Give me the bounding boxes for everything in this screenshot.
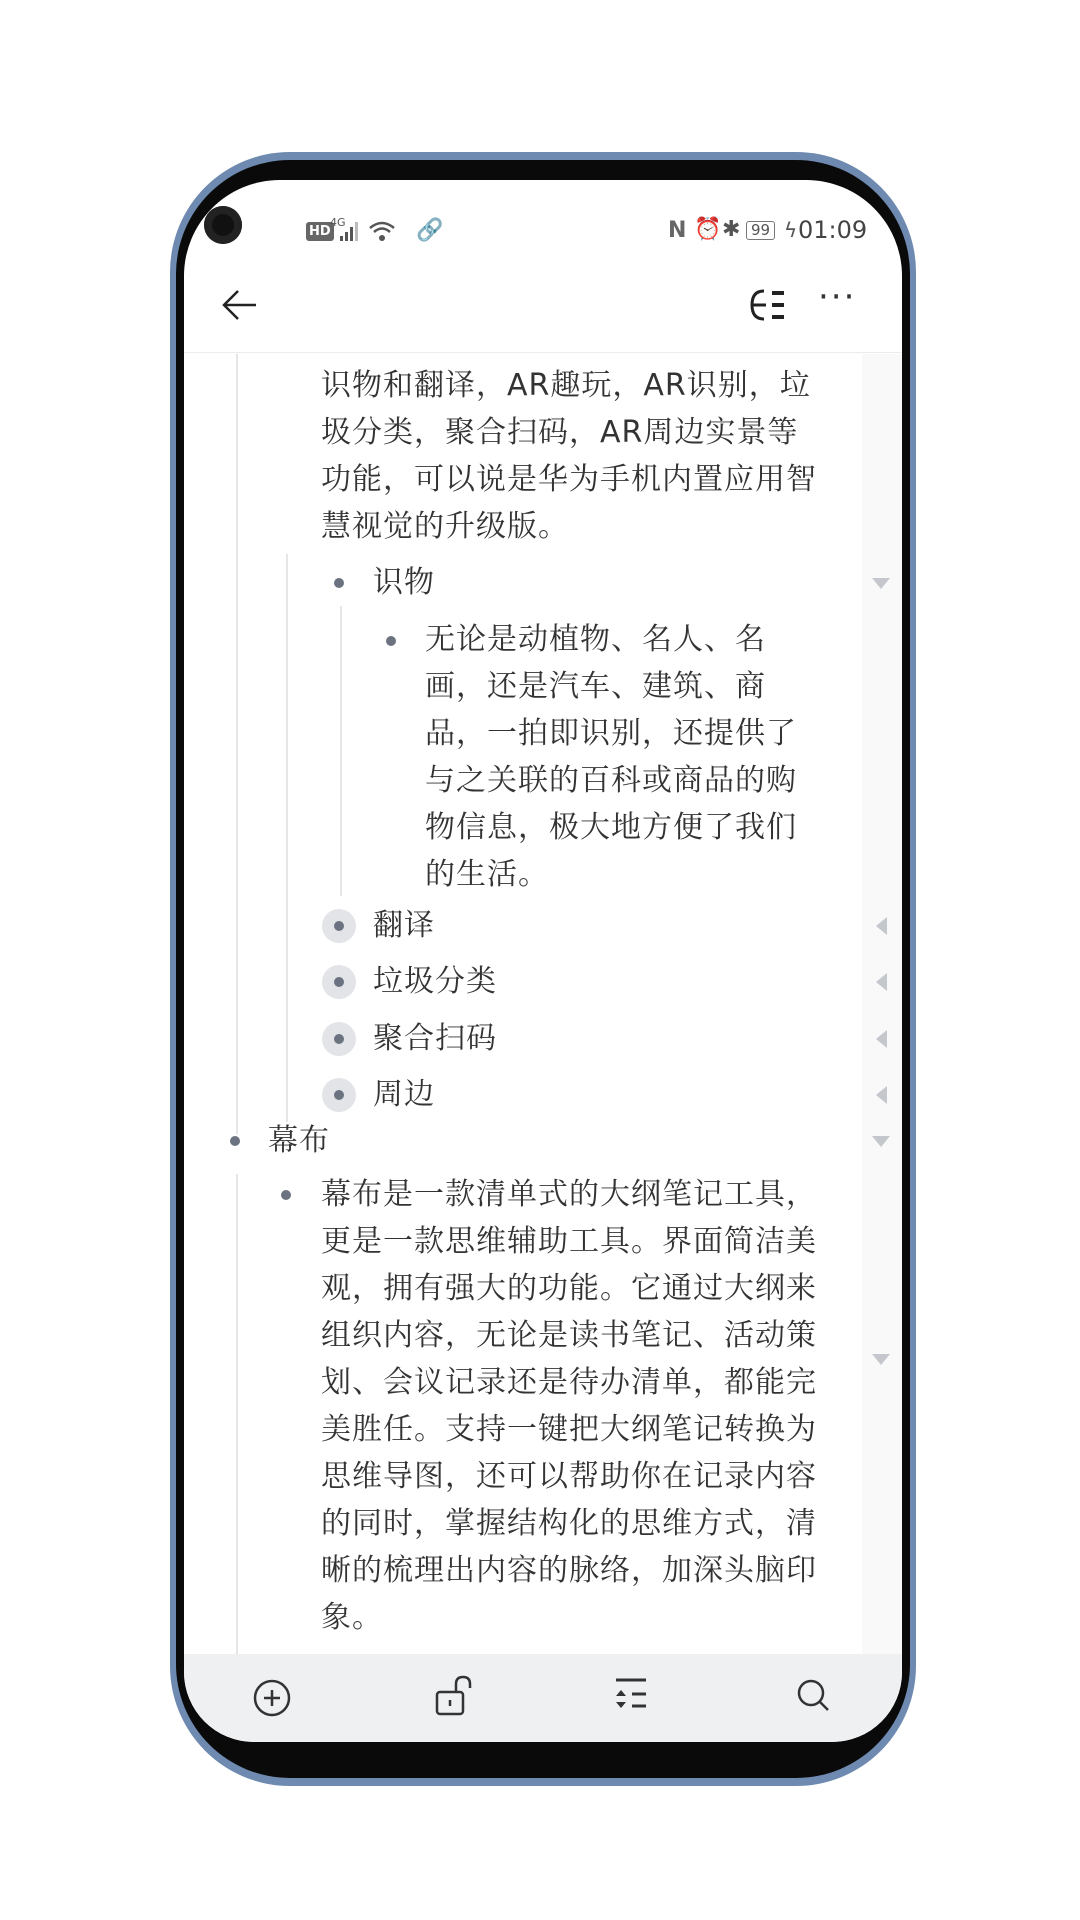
node-label[interactable]: 识物 bbox=[373, 565, 435, 600]
guide-line bbox=[286, 554, 288, 1122]
text-line: 无论是动植物、名人、名 bbox=[425, 622, 766, 657]
text-line: 美胜任。支持一键把大纲笔记转换为 bbox=[321, 1412, 817, 1447]
text-line: 组织内容，无论是读书笔记、活动策 bbox=[321, 1318, 817, 1353]
collapse-icon[interactable] bbox=[872, 578, 890, 589]
nfc-icon: N bbox=[668, 218, 687, 243]
text-line: 的同时，掌握结构化的思维方式，清 bbox=[321, 1506, 817, 1541]
charging-icon: ϟ bbox=[784, 218, 798, 242]
bullet-dot bbox=[334, 921, 344, 931]
bullet[interactable] bbox=[230, 1136, 240, 1146]
link-icon: 🔗 bbox=[416, 218, 444, 243]
text-line: 物信息，极大地方便了我们 bbox=[425, 810, 797, 845]
collapse-icon[interactable] bbox=[872, 1354, 890, 1365]
expand-icon[interactable] bbox=[876, 973, 887, 991]
guide-line bbox=[340, 606, 342, 896]
text-line: 圾分类，聚合扫码，AR周边实景等 bbox=[321, 415, 799, 450]
network-label: 4G bbox=[330, 216, 346, 229]
alarm-icon: ⏰ bbox=[694, 217, 722, 242]
bottom-toolbar bbox=[184, 1654, 902, 1742]
text-line: 周边 bbox=[373, 1077, 435, 1112]
expand-icon[interactable] bbox=[876, 1086, 887, 1104]
guide-line bbox=[236, 1174, 238, 1654]
text-line: 象。 bbox=[321, 1600, 383, 1635]
text-line: 的生活。 bbox=[425, 857, 549, 892]
bullet-dot bbox=[334, 1090, 344, 1100]
node-label[interactable]: 幕布 bbox=[268, 1123, 330, 1158]
bullet-dot bbox=[334, 1034, 344, 1044]
screen bbox=[184, 180, 902, 1742]
text-line: 与之关联的百科或商品的购 bbox=[425, 763, 797, 798]
bullet[interactable] bbox=[386, 636, 396, 646]
text-line: 幕布是一款清单式的大纲笔记工具， bbox=[321, 1177, 817, 1212]
text-line: 功能，可以说是华为手机内置应用智 bbox=[321, 462, 817, 497]
outline-icon[interactable] bbox=[748, 287, 788, 323]
text-line: 观，拥有强大的功能。它通过大纲来 bbox=[321, 1271, 817, 1306]
bluetooth-icon: ✱ bbox=[722, 217, 741, 242]
text-line: 晰的梳理出内容的脉络，加深头脑印 bbox=[321, 1553, 817, 1588]
text-line: 聚合扫码 bbox=[373, 1021, 497, 1056]
add-icon[interactable] bbox=[252, 1678, 292, 1718]
more-icon[interactable]: ··· bbox=[818, 277, 857, 317]
text-line: 更是一款思维辅助工具。界面简洁美 bbox=[321, 1224, 817, 1259]
text-line: 识物和翻译，AR趣玩，AR识别，垃 bbox=[321, 368, 811, 403]
collapse-icon[interactable] bbox=[872, 1136, 890, 1147]
back-icon[interactable] bbox=[220, 287, 260, 323]
expand-icon[interactable] bbox=[876, 917, 887, 935]
text-line: 划、会议记录还是待办清单，都能完 bbox=[321, 1365, 817, 1400]
wifi-icon bbox=[368, 220, 396, 242]
fold-column bbox=[862, 354, 902, 1654]
outline-content bbox=[184, 354, 902, 1654]
text-line: 思维导图，还可以帮助你在记录内容 bbox=[321, 1459, 817, 1494]
bullet-dot bbox=[334, 977, 344, 987]
text-line: 画，还是汽车、建筑、商 bbox=[425, 669, 766, 704]
app-header bbox=[184, 265, 902, 353]
text-line: 慧视觉的升级版。 bbox=[321, 509, 569, 544]
collapse-expand-icon[interactable] bbox=[612, 1676, 652, 1716]
status-bar bbox=[184, 216, 902, 250]
clock: 01:09 bbox=[798, 216, 868, 244]
bullet[interactable] bbox=[334, 578, 344, 588]
text-line: 品，一拍即识别，还提供了 bbox=[425, 716, 797, 751]
bullet[interactable] bbox=[281, 1190, 291, 1200]
search-icon[interactable] bbox=[794, 1676, 834, 1716]
signal-icon bbox=[340, 222, 362, 242]
text-line: 翻译 bbox=[373, 908, 435, 943]
hd-icon: HD bbox=[306, 222, 334, 241]
expand-icon[interactable] bbox=[876, 1030, 887, 1048]
unlock-icon[interactable] bbox=[434, 1674, 474, 1718]
battery-indicator: 99 bbox=[746, 221, 775, 240]
guide-line bbox=[236, 354, 238, 1134]
text-line: 垃圾分类 bbox=[373, 964, 497, 999]
